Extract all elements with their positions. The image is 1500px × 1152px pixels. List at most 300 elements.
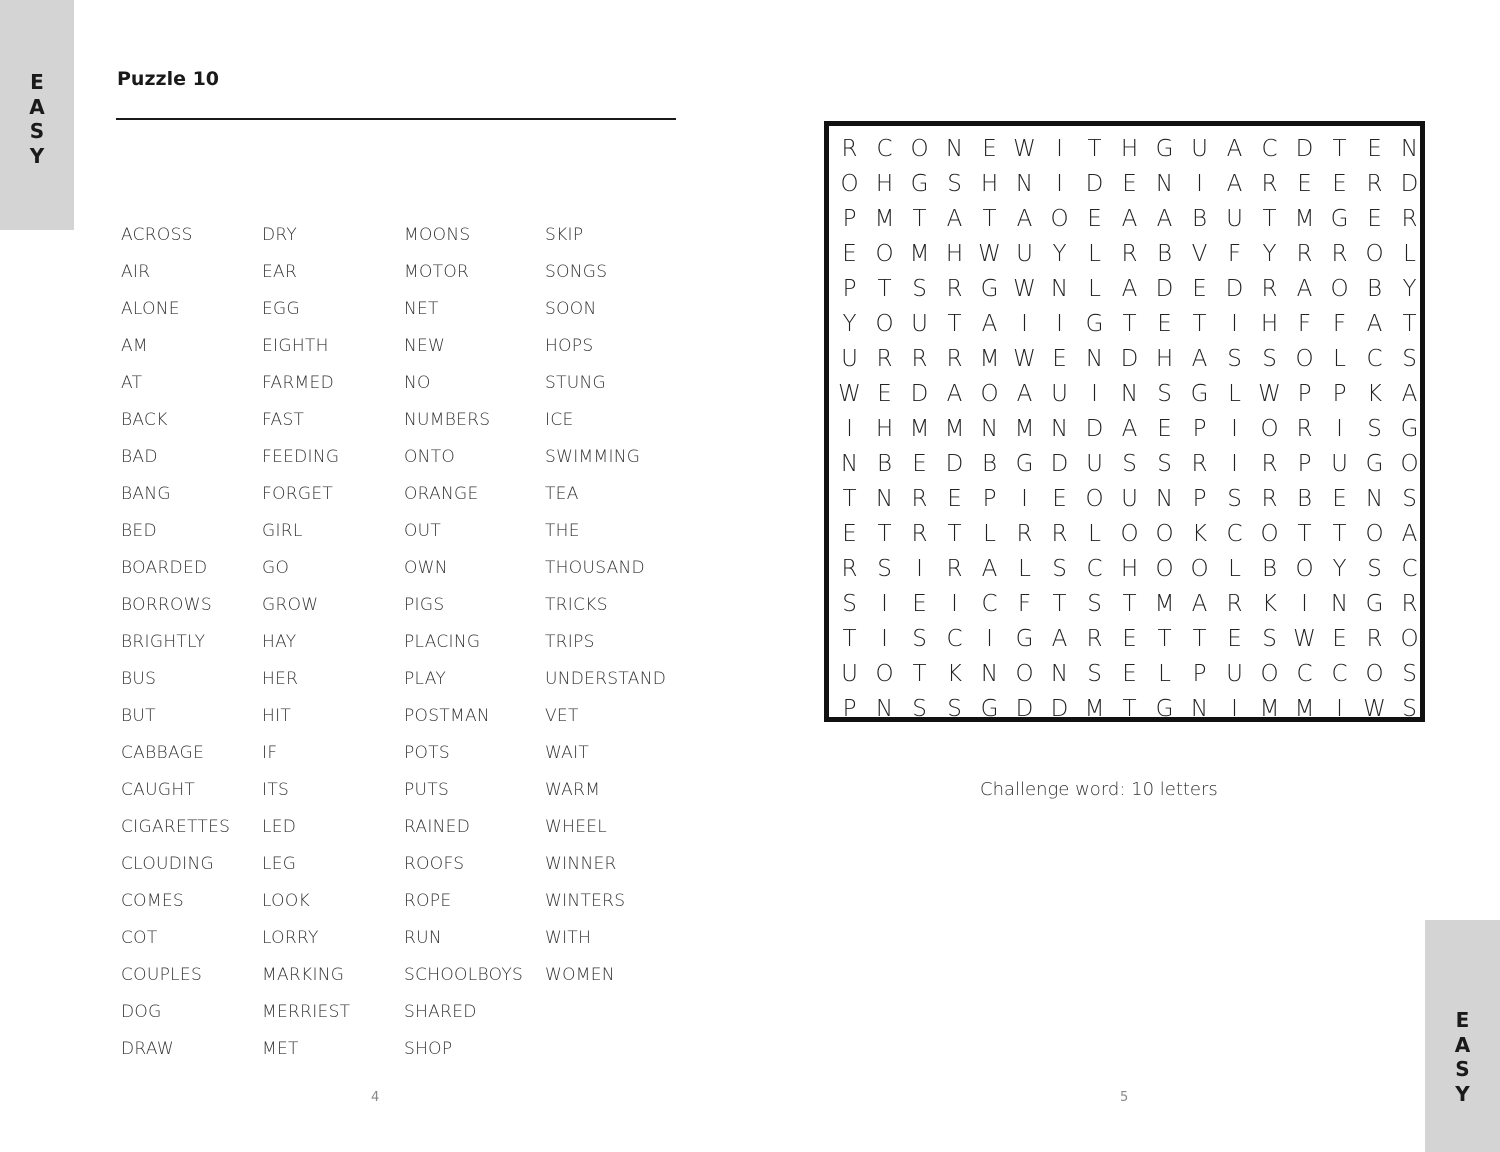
word-list-item: ONTO [404,447,456,467]
grid-letter: D [1400,170,1419,197]
word-list-item: AM [121,336,148,356]
grid-letter: U [1121,485,1138,512]
grid-letter: N [1190,695,1209,722]
word-search-grid [824,121,1425,722]
grid-letter: D [1225,275,1244,302]
grid-letter: D [1050,450,1069,477]
word-list-item: SKIP [545,225,584,245]
grid-letter: D [1155,275,1174,302]
grid-letter: S [912,275,927,302]
grid-letter: T [1402,310,1417,337]
word-list-item: SOON [545,299,597,319]
grid-letter: T [1157,625,1172,652]
grid-letter: L [1403,240,1416,267]
grid-letter: B [876,450,893,477]
grid-letter: E [912,590,927,617]
grid-letter: K [1366,380,1383,407]
grid-letter: P [1332,380,1347,407]
word-list-item: RAINED [404,817,471,837]
grid-letter: L [1088,275,1101,302]
word-list-item: HER [262,669,299,689]
grid-letter: R [1366,170,1383,197]
word-list-item: ACROSS [121,225,193,245]
difficulty-tab-right [1425,920,1500,1152]
word-list-item: SHARED [404,1002,477,1022]
tab-letter: Y [1455,1081,1470,1106]
grid-letter: A [1366,310,1383,337]
grid-letter: R [1261,450,1278,477]
grid-letter: P [1192,660,1207,687]
grid-letter: R [1191,450,1208,477]
grid-letter: P [1192,485,1207,512]
grid-letter: P [842,205,857,232]
grid-letter: E [1332,485,1347,512]
word-list-item: OUT [404,521,442,541]
grid-letter: I [881,625,888,652]
grid-letter: A [1121,415,1138,442]
grid-letter: P [842,695,857,722]
grid-letter: G [910,170,929,197]
grid-letter: T [912,205,927,232]
word-list-item: EIGHTH [262,336,329,356]
grid-letter: O [1260,520,1279,547]
grid-letter: T [842,485,857,512]
grid-letter: P [1297,450,1312,477]
title-divider [116,118,676,120]
grid-letter: A [946,205,963,232]
word-list-item: FAST [262,410,305,430]
grid-letter: N [1120,380,1139,407]
grid-letter: P [1297,380,1312,407]
grid-letter: W [838,380,861,407]
grid-letter: I [916,555,923,582]
grid-letter: U [1086,450,1103,477]
grid-letter: O [875,240,894,267]
grid-letter: A [1296,275,1313,302]
grid-letter: S [877,555,892,582]
grid-letter: R [841,555,858,582]
word-list [121,222,695,1073]
grid-letter: A [946,380,963,407]
grid-letter: U [1226,205,1243,232]
word-list-item: POSTMAN [404,706,490,726]
difficulty-tab-left [0,0,74,230]
grid-letter: A [1051,625,1068,652]
grid-letter: I [1231,695,1238,722]
grid-letter: O [1015,660,1034,687]
grid-letter: E [842,520,857,547]
grid-letter: E [1052,345,1067,372]
word-list-item: FORGET [262,484,334,504]
grid-letter: R [1331,240,1348,267]
word-list-item: GIRL [262,521,303,541]
tab-letter: E [1455,1008,1470,1032]
grid-letter: G [1015,625,1034,652]
word-list-item: AIR [121,262,151,282]
grid-letter: H [1120,555,1139,582]
word-list-item: VET [545,706,579,726]
grid-letter: P [842,275,857,302]
grid-letter: C [1226,520,1243,547]
word-list-item: LED [262,817,297,837]
grid-letter: O [840,170,859,197]
grid-letter: E [1297,170,1312,197]
grid-letter: G [1085,310,1104,337]
grid-letter: W [1363,695,1386,722]
grid-letter: M [1014,415,1035,442]
grid-letter: R [841,135,858,162]
word-list-item: TRIPS [545,632,595,652]
word-list-item: THE [545,521,580,541]
word-list-item: LEG [262,854,297,874]
grid-letter: O [1085,485,1104,512]
grid-letter: U [911,310,928,337]
grid-letter: F [1297,310,1312,337]
grid-letter: L [1333,345,1346,372]
word-list-item: SHOP [404,1039,453,1059]
grid-letter: G [1365,590,1384,617]
grid-letter: E [1367,135,1382,162]
word-list-item: ROPE [404,891,452,911]
grid-letter: Y [1052,240,1067,267]
grid-letter: R [1296,415,1313,442]
grid-letter: R [1261,485,1278,512]
grid-letter: I [1056,135,1063,162]
grid-letter: M [1259,695,1280,722]
word-list-item: BANG [121,484,171,504]
grid-letter: Y [1262,240,1277,267]
grid-letter: O [1365,660,1384,687]
word-list-item: LOOK [262,891,310,911]
grid-letter: T [947,310,962,337]
grid-letter: U [1016,240,1033,267]
grid-letter: E [947,485,962,512]
grid-letter: M [1294,205,1315,232]
word-list-item: DRAW [121,1039,174,1059]
word-list-item: WHEEL [545,817,608,837]
word-list-item: BAD [121,447,158,467]
grid-letter: D [1085,415,1104,442]
grid-letter: I [1196,170,1203,197]
grid-letter: W [1013,275,1036,302]
word-list-item: BORROWS [121,595,212,615]
grid-letter: N [1365,485,1384,512]
grid-letter: I [1056,310,1063,337]
grid-letter: T [877,275,892,302]
grid-letter: S [1367,555,1382,582]
grid-letter: I [1231,415,1238,442]
word-list-item: NET [404,299,439,319]
grid-letter: E [1157,310,1172,337]
word-list-item: BACK [121,410,168,430]
grid-letter: G [1330,205,1349,232]
grid-letter: S [1227,485,1242,512]
tab-letter: S [1455,1057,1470,1081]
word-list-item: MOTOR [404,262,470,282]
grid-letter: S [912,625,927,652]
word-list-item: UNDERSTAND [545,669,667,689]
grid-letter: E [1192,275,1207,302]
grid-letter: E [1122,625,1137,652]
grid-letter: W [1258,380,1281,407]
word-list-item: HOPS [545,336,594,356]
grid-letter: W [978,240,1001,267]
grid-letter: U [1191,135,1208,162]
word-list-item: RUN [404,928,442,948]
word-list-item: STUNG [545,373,607,393]
tab-letter: A [29,94,45,119]
word-list-item: EGG [262,299,300,319]
grid-letter: U [841,660,858,687]
word-list-item: PLAY [404,669,447,689]
grid-letter: I [846,415,853,442]
grid-letter: O [1295,555,1314,582]
word-list-item: EAR [262,262,298,282]
grid-letter: T [1192,625,1207,652]
word-list-item: POTS [404,743,451,763]
word-list-item: PLACING [404,632,481,652]
word-list-item: NEW [404,336,446,356]
challenge-word: Challenge word: 10 letters [980,779,1218,800]
grid-letter: T [912,660,927,687]
grid-letter: G [1155,695,1174,722]
word-list-item: NO [404,373,431,393]
tab-letter: Y [29,143,45,168]
word-list-item: NUMBERS [404,410,491,430]
word-list-item: SCHOOLBOYS [404,965,524,985]
grid-letter: N [1155,485,1174,512]
grid-letter: O [1400,625,1419,652]
grid-letter: R [911,485,928,512]
grid-letter: O [1400,450,1419,477]
grid-letter: S [1227,345,1242,372]
grid-letter: I [1301,590,1308,617]
word-list-item: WITH [545,928,592,948]
word-list-item: WINNER [545,854,617,874]
grid-letter: L [1088,520,1101,547]
grid-letter: E [1367,205,1382,232]
grid-letter: W [1293,625,1316,652]
grid-letter: S [1087,590,1102,617]
grid-letter: H [980,170,999,197]
grid-letter: O [1365,240,1384,267]
grid-letter: N [1050,275,1069,302]
grid-letter: B [1261,555,1278,582]
grid-letter: S [1052,555,1067,582]
grid-letter: W [1013,135,1036,162]
grid-letter: S [1157,380,1172,407]
grid-letter: G [1015,450,1034,477]
grid-letter: A [1191,590,1208,617]
grid-letter: E [1052,485,1067,512]
grid-letter: N [875,695,894,722]
word-list-item: ROOFS [404,854,465,874]
grid-letter: D [945,450,964,477]
grid-letter: S [1157,450,1172,477]
word-list-item: SONGS [545,262,608,282]
word-list-item: COT [121,928,158,948]
grid-letter: O [1260,660,1279,687]
grid-letter: G [980,275,999,302]
grid-letter: A [1226,170,1243,197]
grid-letter: S [1367,415,1382,442]
grid-letter: U [841,345,858,372]
grid-letter: R [1086,625,1103,652]
grid-letter: E [1087,205,1102,232]
grid-letter: O [875,310,894,337]
word-list-item: GO [262,558,290,578]
grid-letter: O [1120,520,1139,547]
grid-letter: A [1401,380,1418,407]
grid-letter: G [980,695,999,722]
word-list-item: TEA [545,484,579,504]
word-list-item: DRY [262,225,298,245]
word-list-item: MET [262,1039,299,1059]
grid-letter: O [1050,205,1069,232]
letter-grid [829,131,1420,726]
grid-letter: Y [842,310,857,337]
grid-letter: G [1400,415,1419,442]
grid-letter: R [1401,205,1418,232]
word-list-item: MARKING [262,965,345,985]
word-list-item: ORANGE [404,484,479,504]
tab-letter: A [1454,1032,1471,1057]
grid-letter: O [1365,520,1384,547]
tab-letter: E [30,70,44,94]
grid-letter: R [1366,625,1383,652]
grid-letter: S [1402,485,1417,512]
word-list-item: WINTERS [545,891,626,911]
grid-letter: D [1015,695,1034,722]
grid-letter: T [1087,135,1102,162]
grid-letter: L [1018,555,1031,582]
grid-letter: I [1336,415,1343,442]
word-list-item: BRIGHTLY [121,632,206,652]
grid-letter: C [876,135,893,162]
grid-letter: N [1085,345,1104,372]
grid-letter: S [1122,450,1137,477]
grid-letter: S [1402,345,1417,372]
grid-letter: D [1120,345,1139,372]
grid-letter: A [1121,205,1138,232]
grid-letter: M [874,205,895,232]
word-list-item: FEEDING [262,447,340,467]
grid-letter: E [1332,625,1347,652]
grid-letter: A [981,310,998,337]
grid-letter: C [1366,345,1383,372]
grid-letter: L [983,520,996,547]
grid-letter: N [945,135,964,162]
grid-letter: K [1261,590,1278,617]
grid-letter: L [1158,660,1171,687]
grid-letter: H [875,415,894,442]
grid-letter: B [1191,205,1208,232]
grid-letter: H [1120,135,1139,162]
grid-letter: H [945,240,964,267]
grid-letter: A [1016,380,1033,407]
grid-letter: N [875,485,894,512]
word-list-item: BOARDED [121,558,208,578]
grid-letter: A [1401,520,1418,547]
grid-letter: N [1050,660,1069,687]
tab-letter: S [29,119,45,143]
word-list-item: IF [262,743,278,763]
grid-letter: N [840,450,859,477]
grid-letter: E [1122,660,1137,687]
word-list-item: ICE [545,410,574,430]
grid-letter: S [842,590,857,617]
grid-letter: G [1365,450,1384,477]
word-list-item: PIGS [404,595,445,615]
word-list-item: LORRY [262,928,319,948]
grid-letter: R [1401,590,1418,617]
grid-letter: S [1262,625,1277,652]
word-list-item: BUT [121,706,156,726]
grid-letter: E [1122,170,1137,197]
grid-letter: C [1086,555,1103,582]
grid-letter: T [1052,590,1067,617]
word-list-item: CAUGHT [121,780,196,800]
grid-letter: A [981,555,998,582]
page-number-left: 4 [371,1090,380,1105]
grid-letter: R [911,520,928,547]
grid-letter: C [946,625,963,652]
word-list-item: OWN [404,558,448,578]
grid-letter: C [1401,555,1418,582]
word-list-item: AT [121,373,143,393]
word-list-item: TRICKS [545,595,608,615]
grid-letter: R [946,555,963,582]
grid-letter: R [1261,275,1278,302]
grid-letter: V [1191,240,1208,267]
grid-letter: A [1121,275,1138,302]
grid-letter: R [1121,240,1138,267]
grid-letter: S [947,170,962,197]
grid-letter: T [1122,695,1137,722]
grid-letter: L [1228,555,1241,582]
grid-letter: N [1400,135,1419,162]
grid-letter: E [877,380,892,407]
word-list-item [545,1036,695,1073]
grid-letter: T [1262,205,1277,232]
grid-letter: F [1332,310,1347,337]
grid-letter: R [1051,520,1068,547]
grid-letter: N [980,415,999,442]
word-list-item: COMES [121,891,184,911]
grid-letter: U [1331,450,1348,477]
grid-letter: M [909,240,930,267]
grid-letter: Y [1402,275,1417,302]
grid-letter: M [944,415,965,442]
grid-letter: U [1226,660,1243,687]
grid-letter: M [1084,695,1105,722]
grid-letter: N [1015,170,1034,197]
grid-letter: O [1330,275,1349,302]
grid-letter: B [981,450,998,477]
grid-letter: G [1155,135,1174,162]
word-list-item: WARM [545,780,601,800]
grid-letter: F [1227,240,1242,267]
grid-letter: T [877,520,892,547]
word-list-item: ITS [262,780,290,800]
word-list-item: HIT [262,706,292,726]
grid-letter: I [1231,450,1238,477]
grid-letter: S [1087,660,1102,687]
grid-letter: O [910,135,929,162]
word-list-item [545,999,695,1036]
grid-letter: T [842,625,857,652]
grid-letter: M [1294,695,1315,722]
